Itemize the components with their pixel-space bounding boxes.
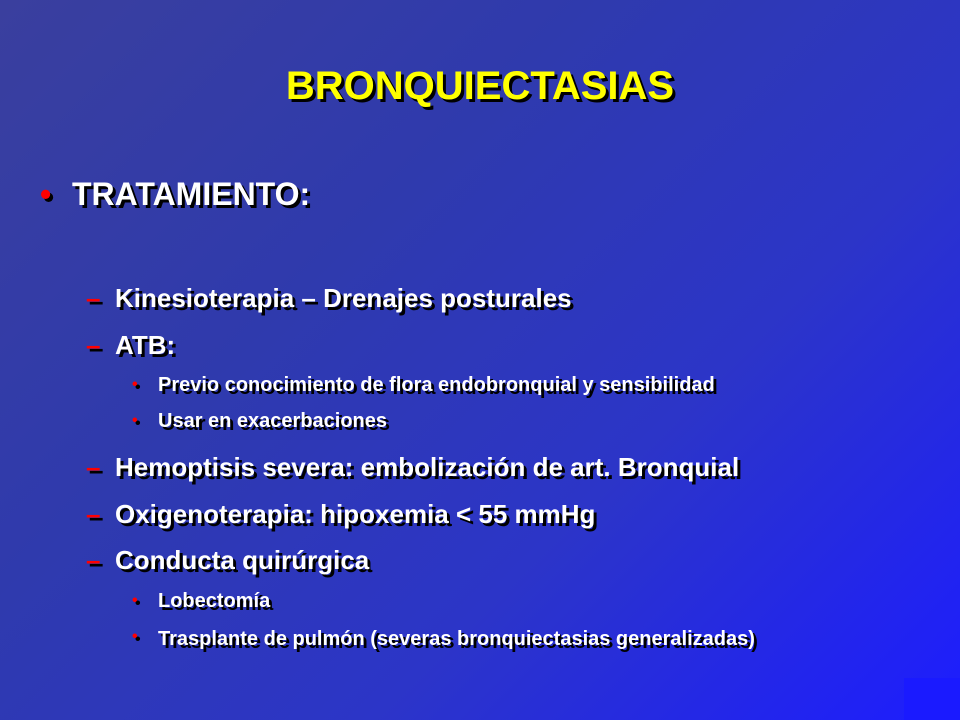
bullet-icon: •: [132, 592, 138, 609]
list-item-text: Oxigenoterapia: hipoxemia < 55 mmHg: [115, 499, 596, 529]
heading-text: TRATAMIENTO:: [72, 176, 311, 212]
dash-icon: –: [86, 452, 101, 482]
dash-icon: –: [86, 499, 101, 529]
bullet-icon: •: [132, 628, 138, 645]
sub-list-item-text: Previo conocimiento de flora endobronquial y sensibilidad: [158, 374, 715, 396]
slide-title: BRONQUIECTASIAS: [285, 64, 675, 108]
decorative-corner-block: [904, 678, 960, 720]
dash-icon: –: [86, 283, 101, 313]
list-item-text: Conducta quirúrgica: [115, 545, 370, 575]
dash-icon: –: [86, 330, 101, 360]
list-item-text: ATB:: [115, 330, 176, 360]
bullet-icon: •: [132, 376, 138, 393]
list-item-text: Hemoptisis severa: embolización de art. Bronquial: [115, 452, 740, 482]
bullet-icon: •: [40, 176, 52, 212]
list-item-text: Kinesioterapia – Drenajes posturales: [115, 283, 572, 313]
sub-list-item-text: Trasplante de pulmón (severas bronquiectasias generalizadas): [158, 628, 755, 650]
sub-list-item-text: Lobectomía: [158, 590, 271, 612]
dash-icon: –: [86, 545, 101, 575]
bullet-icon: •: [132, 412, 138, 429]
sub-list-item-text: Usar en exacerbaciones: [158, 410, 388, 432]
